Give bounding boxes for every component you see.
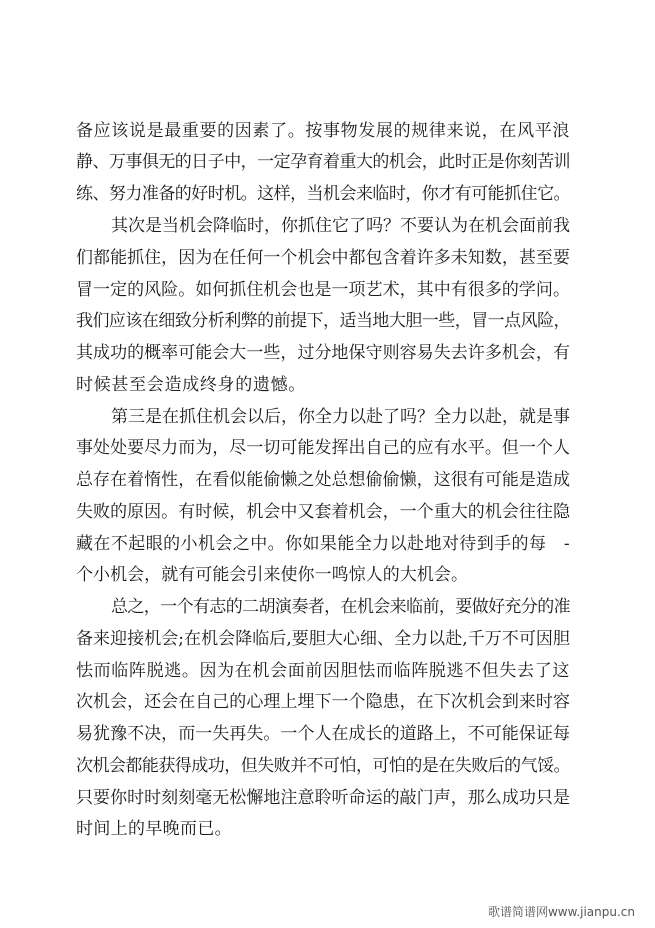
text-line-content: 们都能抓住，因为在任何一个机会中都包含着许多未知数，甚至要 xyxy=(76,248,570,268)
text-line-content: 时间上的早晚而已。 xyxy=(76,819,232,839)
text-line xyxy=(0,243,655,273)
text-line xyxy=(0,338,655,368)
text-line-content: 冒一定的风险。如何抓住机会也是一项艺术，其中有很多的学问。 xyxy=(76,280,570,300)
text-line-content: 易犹豫不决，而一失再失。一个人在成长的道路上，不可能保证每 xyxy=(76,724,570,744)
text-line-content: 次机会都能获得成功，但失败并不可怕，可怕的是在失败后的气馁。 xyxy=(76,756,571,776)
text-line xyxy=(0,529,655,559)
text-line-content: 时候甚至会造成终身的遗憾。 xyxy=(76,375,306,395)
text-line-content: 其次是当机会降临时，你抓住它了吗？不要认为在机会面前我 xyxy=(111,216,570,236)
text-line xyxy=(0,497,655,527)
text-line-content: 备来迎接机会;在机会降临后,要胆大心细、全力以赴,千万不可因胆 xyxy=(76,629,570,649)
text-line xyxy=(0,179,655,209)
watermark-text: 歌谱简谱网www.jianpu.cn xyxy=(487,905,635,919)
text-line-content: 总存在着惰性，在看似能偷懒之处总想偷偷懒，这很有可能是造成 xyxy=(76,470,570,490)
text-line xyxy=(0,719,655,749)
text-line-content: 次机会，还会在自己的心理上埋下一个隐患，在下次机会到来时容 xyxy=(76,692,570,712)
text-line xyxy=(0,147,655,177)
text-line-content: 静、万事俱无的日子中，一定孕育着重大的机会，此时正是你刻苦训 xyxy=(76,152,571,172)
text-line-content: 失败的原因。有时候，机会中又套着机会，一个重大的机会往往隐 xyxy=(76,502,570,522)
text-line xyxy=(0,370,655,400)
text-line xyxy=(0,211,655,241)
text-line xyxy=(0,275,655,305)
text-line xyxy=(0,656,655,686)
text-line-content: 其成功的概率可能会大一些，过分地保守则容易失去许多机会，有 xyxy=(76,343,570,363)
text-line xyxy=(0,687,655,717)
text-line-content: 藏在不起眼的小机会之中。你如果能全力以赴地对待到手的每 - xyxy=(76,534,570,554)
text-line xyxy=(0,751,655,781)
text-line xyxy=(0,402,655,432)
text-line xyxy=(0,433,655,463)
text-line-content: 备应该说是最重要的因素了。按事物发展的规律来说，在风平浪 xyxy=(76,121,571,141)
text-line-content: 我们应该在细致分析利弊的前提下，适当地大胆一些，冒一点风险， xyxy=(76,311,571,331)
text-line xyxy=(0,592,655,622)
text-line-content: 练、努力准备的好时机。这样，当机会来临时，你才有可能抓住它。 xyxy=(76,184,571,204)
text-line xyxy=(0,624,655,654)
text-line xyxy=(0,116,655,146)
text-line xyxy=(0,814,655,844)
text-line-content: 个小机会，就有可能会引来使你一鸣惊人的大机会。 xyxy=(76,565,468,585)
text-line-content: 总之，一个有志的二胡演奏者，在机会来临前，要做好充分的准 xyxy=(111,597,571,617)
text-line xyxy=(0,465,655,495)
text-line-content: 事处处要尽力而为，尽一切可能发挥出自己的应有水平。但一个人 xyxy=(76,438,570,458)
text-line-content: 怯而临阵脱逃。因为在机会面前因胆怯而临阵脱逃不但失去了这 xyxy=(76,661,571,681)
text-line xyxy=(0,783,655,813)
text-line xyxy=(0,560,655,590)
text-line-content: 只要你时时刻刻毫无松懈地注意聆听命运的敲门声，那么成功只是 xyxy=(76,788,570,808)
text-line-content: 第三是在抓住机会以后，你全力以赴了吗？全力以赴，就是事 xyxy=(111,407,570,427)
text-line xyxy=(0,306,655,336)
